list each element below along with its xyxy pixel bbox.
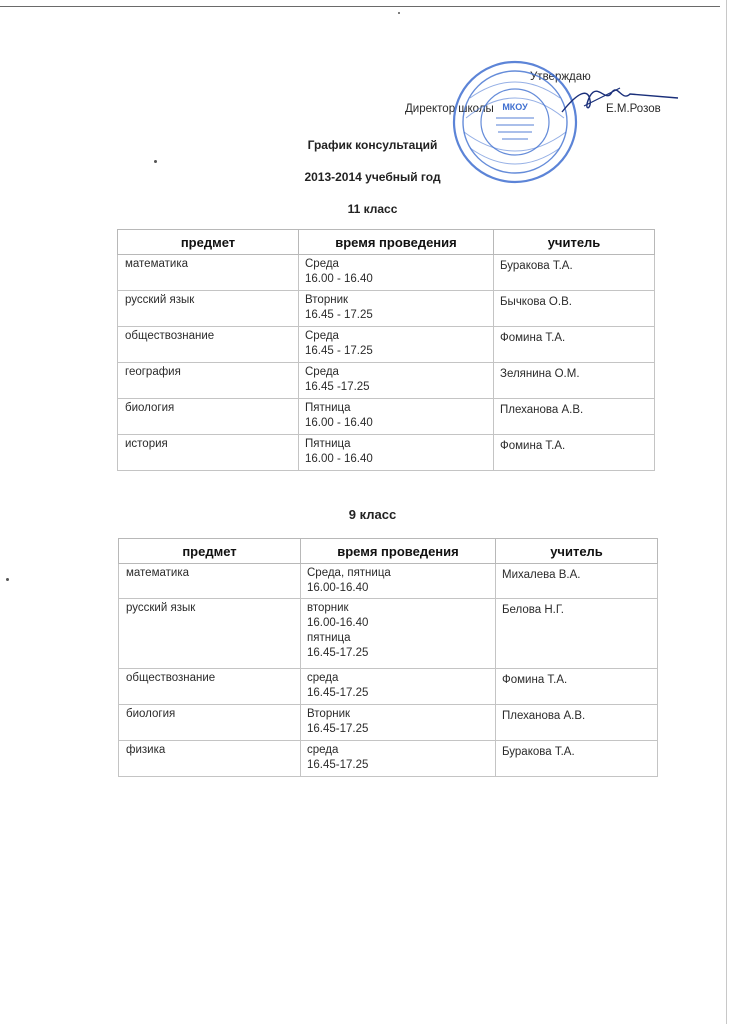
time-text: 16.45-17.25 xyxy=(307,759,369,771)
day-text: среда xyxy=(307,672,339,684)
subject-cell: физика xyxy=(119,741,301,777)
time-text: 16.00-16.40 xyxy=(307,582,369,594)
time-text: 16.45 - 17.25 xyxy=(305,309,373,321)
class-11-label: 11 класс xyxy=(347,202,398,216)
subject-cell: математика xyxy=(119,564,301,599)
time-cell xyxy=(301,741,496,777)
academic-year: 2013-2014 учебный год xyxy=(304,170,441,184)
table-row xyxy=(118,291,655,327)
table-row xyxy=(118,363,655,399)
teacher-cell: Зелянина О.М. xyxy=(494,363,655,399)
table-row xyxy=(119,669,658,705)
schedule-table-11 xyxy=(117,229,655,471)
day-text: Пятница xyxy=(305,438,351,450)
time-text: 16.00 - 16.40 xyxy=(305,417,373,429)
document-title: График консультаций xyxy=(307,138,438,152)
time-cell xyxy=(301,705,496,741)
stamp-center-text: МКОУ xyxy=(502,102,528,112)
teacher-cell: Буракова Т.А. xyxy=(496,741,658,777)
scan-speck xyxy=(154,160,157,163)
day-text: Вторник xyxy=(305,294,349,306)
subject-cell: обществознание xyxy=(119,669,301,705)
time-text: 16.45-17.25 xyxy=(307,687,369,699)
subject-cell: история xyxy=(118,435,299,471)
director-label: Директор школы xyxy=(405,103,494,115)
subject-cell: биология xyxy=(119,705,301,741)
column-header-time: время проведения xyxy=(299,230,494,255)
subject-cell: биология xyxy=(118,399,299,435)
teacher-cell: Буракова Т.А. xyxy=(494,255,655,291)
day-text: Среда xyxy=(305,258,339,270)
day-text: Среда xyxy=(305,330,339,342)
time-cell xyxy=(299,255,494,291)
day-text-2: пятница xyxy=(307,632,351,644)
day-text: Пятница xyxy=(305,402,351,414)
teacher-cell: Белова Н.Г. xyxy=(496,599,658,669)
table-row xyxy=(118,435,655,471)
class-9-label: 9 класс xyxy=(348,507,397,522)
subject-cell: математика xyxy=(118,255,299,291)
column-header-time: время проведения xyxy=(301,539,496,564)
table-row xyxy=(119,599,658,669)
time-text: 16.00-16.40 xyxy=(307,617,369,629)
table-header-row xyxy=(119,539,658,564)
teacher-cell: Плеханова А.В. xyxy=(496,705,658,741)
schedule-table-9 xyxy=(118,538,658,777)
column-header-teacher: учитель xyxy=(494,230,655,255)
time-cell xyxy=(301,599,496,669)
teacher-cell: Михалева В.А. xyxy=(496,564,658,599)
time-cell xyxy=(299,327,494,363)
day-text: Вторник xyxy=(307,708,351,720)
teacher-cell: Фомина Т.А. xyxy=(494,435,655,471)
school-stamp xyxy=(450,58,580,186)
time-text: 16.00 - 16.40 xyxy=(305,453,373,465)
director-name: Е.М.Розов xyxy=(606,103,661,115)
table-row xyxy=(119,741,658,777)
table-header-row xyxy=(118,230,655,255)
table-row xyxy=(119,564,658,599)
day-text: вторник xyxy=(307,602,349,614)
day-text: Среда, пятница xyxy=(307,567,391,579)
subject-cell: русский язык xyxy=(118,291,299,327)
scan-speck xyxy=(6,578,9,581)
day-text: среда xyxy=(307,744,339,756)
teacher-cell: Плеханова А.В. xyxy=(494,399,655,435)
column-header-subject: предмет xyxy=(119,539,301,564)
column-header-subject: предмет xyxy=(118,230,299,255)
subject-cell: русский язык xyxy=(119,599,301,669)
time-cell xyxy=(299,399,494,435)
table-row xyxy=(119,705,658,741)
time-text: 16.45 -17.25 xyxy=(305,381,370,393)
teacher-cell: Фомина Т.А. xyxy=(496,669,658,705)
subject-cell: география xyxy=(118,363,299,399)
table-row xyxy=(118,399,655,435)
table-row xyxy=(118,327,655,363)
time-text: 16.45-17.25 xyxy=(307,723,369,735)
time-cell xyxy=(299,291,494,327)
time-text: 16.00 - 16.40 xyxy=(305,273,373,285)
director-signature xyxy=(560,82,680,122)
teacher-cell: Бычкова О.В. xyxy=(494,291,655,327)
column-header-teacher: учитель xyxy=(496,539,658,564)
time-text: 16.45 - 17.25 xyxy=(305,345,373,357)
time-cell xyxy=(299,435,494,471)
top-scan-edge xyxy=(0,6,720,7)
time-text-2: 16.45-17.25 xyxy=(307,647,369,659)
time-cell xyxy=(299,363,494,399)
table-row xyxy=(118,255,655,291)
day-text: Среда xyxy=(305,366,339,378)
scan-speck xyxy=(398,12,400,14)
time-cell xyxy=(301,669,496,705)
subject-cell: обществознание xyxy=(118,327,299,363)
approval-label: Утверждаю xyxy=(530,71,591,83)
teacher-cell: Фомина Т.А. xyxy=(494,327,655,363)
time-cell xyxy=(301,564,496,599)
